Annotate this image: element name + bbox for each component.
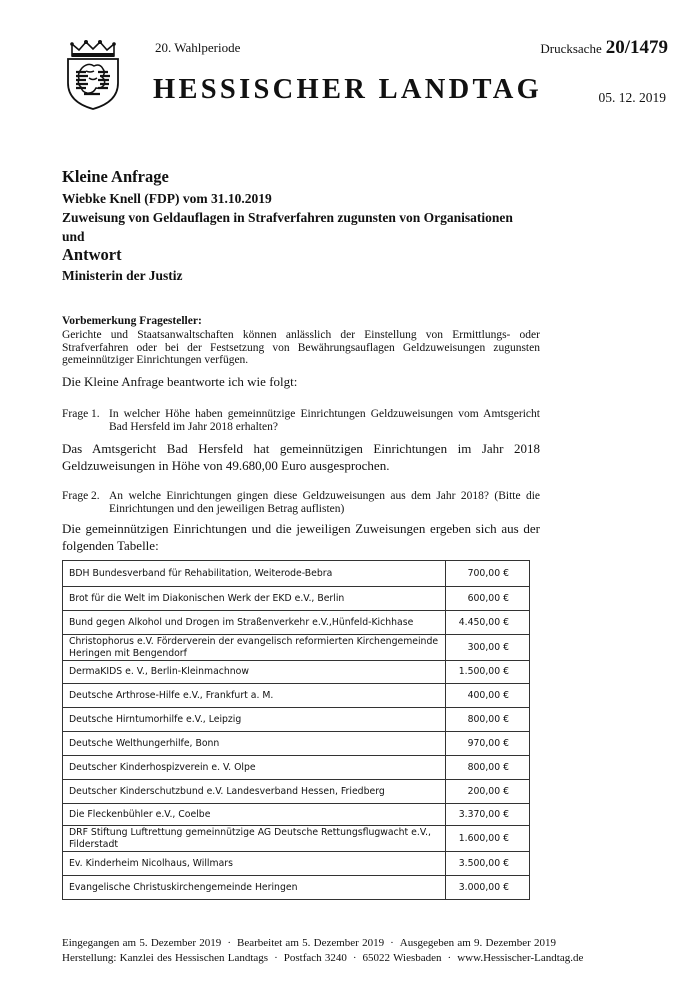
question-1-text: In welcher Höhe haben gemeinnützige Einrichtungen Geldzuweisungen vom Amtsgericht Bad Hersfeld im Jahr 2018 erhalten? — [109, 408, 540, 433]
table-row — [63, 635, 530, 661]
organization-name: Deutsche Arthrose-Hilfe e.V., Frankfurt a. M. — [63, 684, 446, 708]
amount: 1.600,00 € — [446, 826, 530, 852]
amount: 400,00 € — [446, 684, 530, 708]
amount: 3.370,00 € — [446, 804, 530, 826]
organization-name: Evangelische Christuskirchengemeinde Heringen — [63, 876, 446, 900]
amount: 200,00 € — [446, 780, 530, 804]
inquiry-subject: Zuweisung von Geldauflagen in Strafverfahren zugunsten von Organisationen — [62, 210, 513, 225]
footer-separator: · — [352, 952, 357, 964]
table-row — [63, 826, 530, 852]
footer-production — [62, 952, 583, 964]
organization-name: Deutscher Kinderhospizverein e. V. Olpe — [63, 756, 446, 780]
amount: 3.000,00 € — [446, 876, 530, 900]
answer-1-text: Das Amtsgericht Bad Hersfeld hat gemeinnützigen Einrichtungen im Jahr 2018 Geldzuweisungen in Höhe von 49.680,00 Euro ausgesprochen. — [62, 441, 540, 473]
table-row — [63, 852, 530, 876]
amount: 800,00 € — [446, 756, 530, 780]
hessen-coat-of-arms-logo — [62, 38, 124, 110]
amount: 700,00 € — [446, 561, 530, 587]
footer-separator: · — [274, 952, 278, 964]
organization-name: Ev. Kinderheim Nicolhaus, Willmars — [63, 852, 446, 876]
footer-received: Eingegangen am 5. Dezember 2019 — [62, 937, 222, 949]
amount: 600,00 € — [446, 587, 530, 611]
inquiry-and: und — [62, 229, 85, 244]
footer-issued: Ausgegeben am 9. Dezember 2019 — [399, 937, 557, 949]
answer-2-text: Die gemeinnützigen Einrichtungen und die jeweiligen Zuweisungen ergeben sich aus der folgenden Tabelle: — [62, 521, 540, 553]
legislative-period: 20. Wahlperiode — [155, 40, 241, 55]
footer-separator: · — [390, 937, 394, 949]
question-2-text: An welche Einrichtungen gingen diese Geldzuweisungen aus dem Jahr 2018? (Bitte die Einrichtungen und den jeweiligen Betrag auflisten) — [109, 490, 540, 515]
table-row — [63, 732, 530, 756]
question-2-label: Frage 2. — [62, 490, 100, 502]
ministry: Ministerin der Justiz — [62, 268, 183, 283]
organization-name: Die Fleckenbühler e.V., Coelbe — [63, 804, 446, 826]
table-row — [63, 587, 530, 611]
amount: 970,00 € — [446, 732, 530, 756]
table-row — [63, 804, 530, 826]
table-row — [63, 561, 530, 587]
footer-website[interactable]: www.Hessischer-Landtag.de — [457, 952, 584, 964]
organization-name: Deutsche Welthungerhilfe, Bonn — [63, 732, 446, 756]
table-row — [63, 661, 530, 684]
footer-city: 65022 Wiesbaden — [362, 952, 442, 964]
organization-name: BDH Bundesverband für Rehabilitation, Weiterode-Bebra — [63, 561, 446, 587]
inquiry-author: Wiebke Knell (FDP) vom 31.10.2019 — [62, 191, 272, 206]
footer-dates — [62, 937, 556, 949]
intro-text: Die Kleine Anfrage beantworte ich wie folgt: — [62, 374, 298, 389]
table-row — [63, 780, 530, 804]
organization-name: Bund gegen Alkohol und Drogen im Straßenverkehr e.V.,Hünfeld-Kichhase — [63, 611, 446, 635]
table-row — [63, 756, 530, 780]
table-row — [63, 708, 530, 732]
table-row — [63, 611, 530, 635]
organization-name: Deutscher Kinderschutzbund e.V. Landesverband Hessen, Friedberg — [63, 780, 446, 804]
amount: 300,00 € — [446, 635, 530, 661]
drucksache-label: Drucksache — [540, 41, 602, 56]
document-date: 05. 12. 2019 — [598, 90, 666, 105]
table-row — [63, 876, 530, 900]
footer-producer: Herstellung: Kanzlei des Hessischen Landtags — [62, 952, 269, 964]
answer-heading: Antwort — [62, 245, 122, 264]
organization-name: Deutsche Hirntumorhilfe e.V., Leipzig — [63, 708, 446, 732]
allocations-table — [62, 560, 530, 900]
organization-name: Brot für die Welt im Diakonischen Werk der EKD e.V., Berlin — [63, 587, 446, 611]
preliminary-text: Gerichte und Staatsanwaltschaften können anlässlich der Einstellung von Ermittlungs- oder Strafverfahren oder bei der Festsetzung von Bewährungsauflagen Geldzuweisungen zugunsten gemeinnütziger Einrichtungen verfügen. — [62, 329, 540, 366]
footer-processed: Bearbeitet am 5. Dezember 2019 — [236, 937, 385, 949]
organization-name: DermaKIDS e. V., Berlin-Kleinmachnow — [63, 661, 446, 684]
organization-name: Christophorus e.V. Förderverein der evangelisch reformierten Kirchengemeinde Heringen mit Bengendorf — [63, 635, 446, 661]
amount: 3.500,00 € — [446, 852, 530, 876]
footer-separator: · — [447, 952, 452, 964]
drucksache-number: 20/1479 — [605, 37, 668, 58]
drucksache — [540, 37, 668, 59]
amount: 800,00 € — [446, 708, 530, 732]
parliament-title: HESSISCHER LANDTAG — [153, 74, 543, 105]
amount: 4.450,00 € — [446, 611, 530, 635]
inquiry-type: Kleine Anfrage — [62, 167, 169, 186]
amount: 1.500,00 € — [446, 661, 530, 684]
organization-name: DRF Stiftung Luftrettung gemeinnützige AG Deutsche Rettungsflugwacht e.V., Filderstadt — [63, 826, 446, 852]
footer-separator: · — [227, 937, 231, 949]
table-row — [63, 684, 530, 708]
question-1-label: Frage 1. — [62, 408, 100, 420]
preliminary-title: Vorbemerkung Fragesteller: — [62, 315, 202, 327]
footer-postbox: Postfach 3240 — [283, 952, 347, 964]
